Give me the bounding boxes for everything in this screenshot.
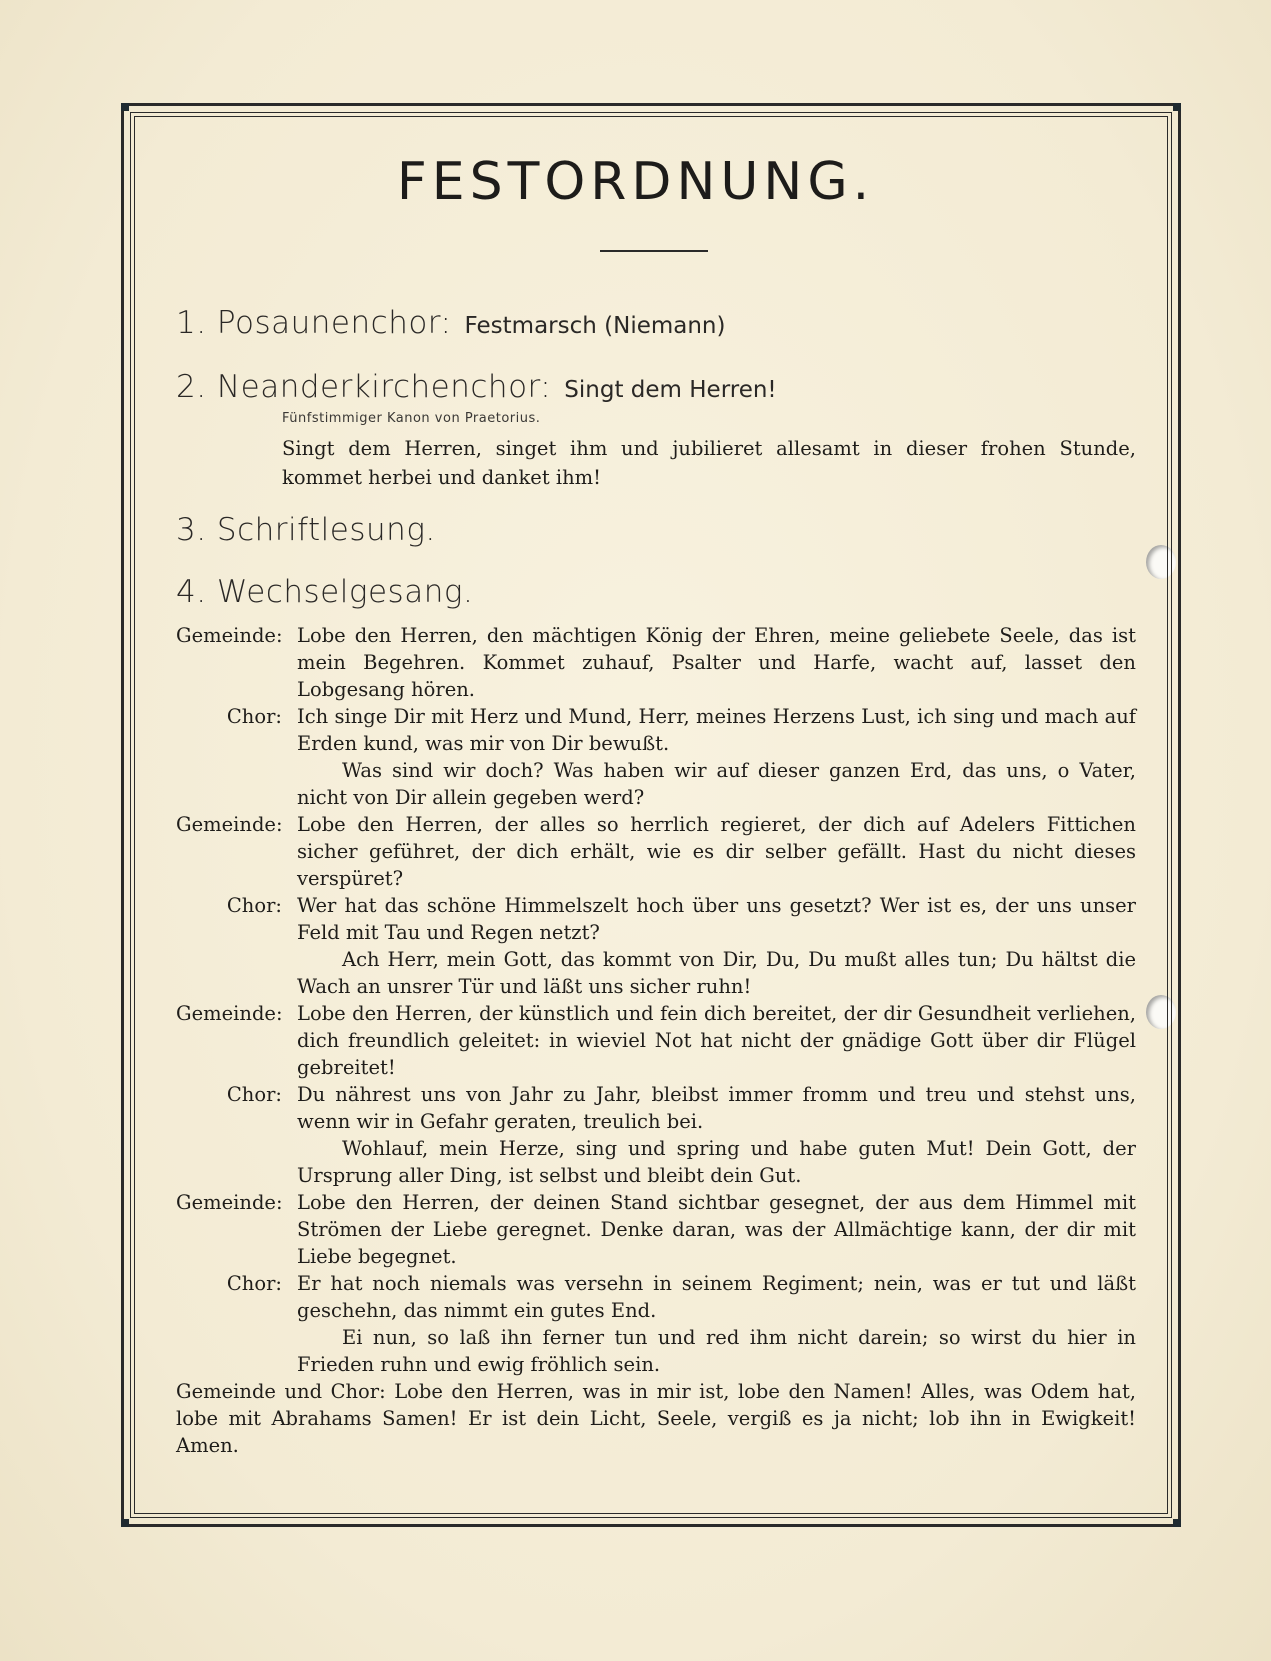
item-subtitle: Festmarsch (Niemann) — [464, 313, 726, 339]
speaker-label: Gemeinde und Chor: — [176, 1380, 386, 1403]
corner-ornament — [121, 1519, 129, 1527]
verse-line — [176, 757, 1136, 811]
verse-line — [176, 946, 1136, 1000]
speaker-label: Chor: — [226, 1083, 282, 1106]
verse-text: Lobe den Herren, der alles so herrlich regieret, der dich auf Adelers Fittichen sicher geführet, der dich erhält, wie es dir selber gefällt. Hast du nicht dieses verspüret? — [297, 813, 1136, 890]
verse-text: Lobe den Herren, der deinen Stand sichtbar gesegnet, der aus dem Himmel mit Strömen der Liebe geregnet. Denke daran, was der Allmächtige kann, der dir mit Liebe begegnet. — [297, 1191, 1136, 1268]
verse-line — [176, 1189, 1136, 1270]
verse-line — [176, 1135, 1136, 1189]
verse-text: Lobe den Herren, was in mir ist, lobe den Namen! Alles, was Odem hat, lobe mit Abrahams Samen! Er ist dein Licht, Seele, vergiß es ja nicht; lob ihn in Ewigkeit! Amen. — [176, 1380, 1136, 1457]
wechselgesang-text — [176, 622, 1136, 1459]
verse-line — [176, 1081, 1136, 1135]
speaker-label: Gemeinde: — [176, 1191, 283, 1214]
verse-line — [176, 811, 1136, 892]
corner-ornament — [121, 103, 129, 111]
page-title: FESTORDNUNG. — [396, 152, 875, 212]
verse-text: Ich singe Dir mit Herz und Mund, Herr, meines Herzens Lust, ich sing und mach auf Erden kund, was mir von Dir bewußt. — [297, 705, 1136, 755]
verse-text: Du nährest uns von Jahr zu Jahr, bleibst immer fromm und treu und stehst uns, wenn wir in Gefahr geraten, treulich bei. — [297, 1083, 1136, 1133]
verse-text: Ei nun, so laß ihn ferner tun und red ihm nicht darein; so wirst du hier in Frieden ruhn und ewig fröhlich sein. — [297, 1326, 1136, 1376]
verse-text: Wohlauf, mein Herze, sing und spring und habe guten Mut! Dein Gott, der Ursprung aller Ding, ist selbst und bleibt dein Gut. — [297, 1137, 1136, 1187]
verse-line — [176, 703, 1136, 757]
verse-text: Was sind wir doch? Was haben wir auf dieser ganzen Erd, das uns, o Vater, nicht von Dir allein gegeben werd? — [297, 759, 1136, 809]
speaker-label: Chor: — [226, 894, 282, 917]
item-heading: 2. Neanderkirchenchor: — [176, 369, 552, 405]
verse-text: Ach Herr, mein Gott, das kommt von Dir, Du, Du mußt alles tun; Du hältst die Wach an unsrer Tür und läßt uns sicher ruhn! — [297, 948, 1136, 998]
program-item-4 — [176, 574, 473, 610]
verse-line — [176, 622, 1136, 703]
item-heading: 3. Schriftlesung. — [176, 512, 436, 548]
verse-text: Er hat noch niemals was versehn in seinem Regiment; nein, was er tut und läßt geschehn, das nimmt ein gutes End. — [297, 1272, 1136, 1322]
item-heading: 4. Wechselgesang. — [176, 574, 474, 610]
speaker-label: Gemeinde: — [176, 813, 283, 836]
speaker-label: Chor: — [226, 1272, 282, 1295]
item-subtitle: Singt dem Herren! — [564, 377, 777, 403]
verse-text: Wer hat das schöne Himmelszelt hoch über uns gesetzt? Wer ist es, der uns unser Feld mit Tau und Regen netzt? — [297, 894, 1136, 944]
speaker-label: Chor: — [226, 705, 282, 728]
item-heading: 1. Posaunenchor: — [176, 305, 452, 341]
title-divider — [600, 250, 708, 252]
verse-line — [176, 1000, 1136, 1081]
speaker-label: Gemeinde: — [176, 1002, 283, 1025]
canon-credit: Fünfstimmiger Kanon von Praetorius. — [282, 411, 541, 426]
program-item-1 — [176, 305, 726, 341]
verse-line — [176, 1324, 1136, 1378]
program-item-3 — [176, 512, 436, 548]
program-item-2 — [176, 369, 777, 405]
verse-text: Lobe den Herren, den mächtigen König der Ehren, meine geliebete Seele, das ist mein Begehren. Kommet zuhauf, Psalter und Harfe, wacht auf, lasset den Lobgesang hören. — [297, 624, 1136, 701]
canon-lyric: Singt dem Herren, singet ihm und jubilieret allesamt in dieser frohen Stunde, kommet herbei und danket ihm! — [282, 437, 1136, 489]
verse-text: Lobe den Herren, der künstlich und fein dich bereitet, der dir Gesundheit verliehen, dich freundlich geleitet: in wieviel Not hat nicht der gnädige Gott über dir Flügel gebreitet! — [297, 1002, 1136, 1079]
verse-line — [176, 1270, 1136, 1324]
verse-line — [176, 892, 1136, 946]
final-verse — [176, 1378, 1136, 1459]
corner-ornament — [1173, 1519, 1181, 1527]
corner-ornament — [1173, 103, 1181, 111]
speaker-label: Gemeinde: — [176, 624, 283, 647]
